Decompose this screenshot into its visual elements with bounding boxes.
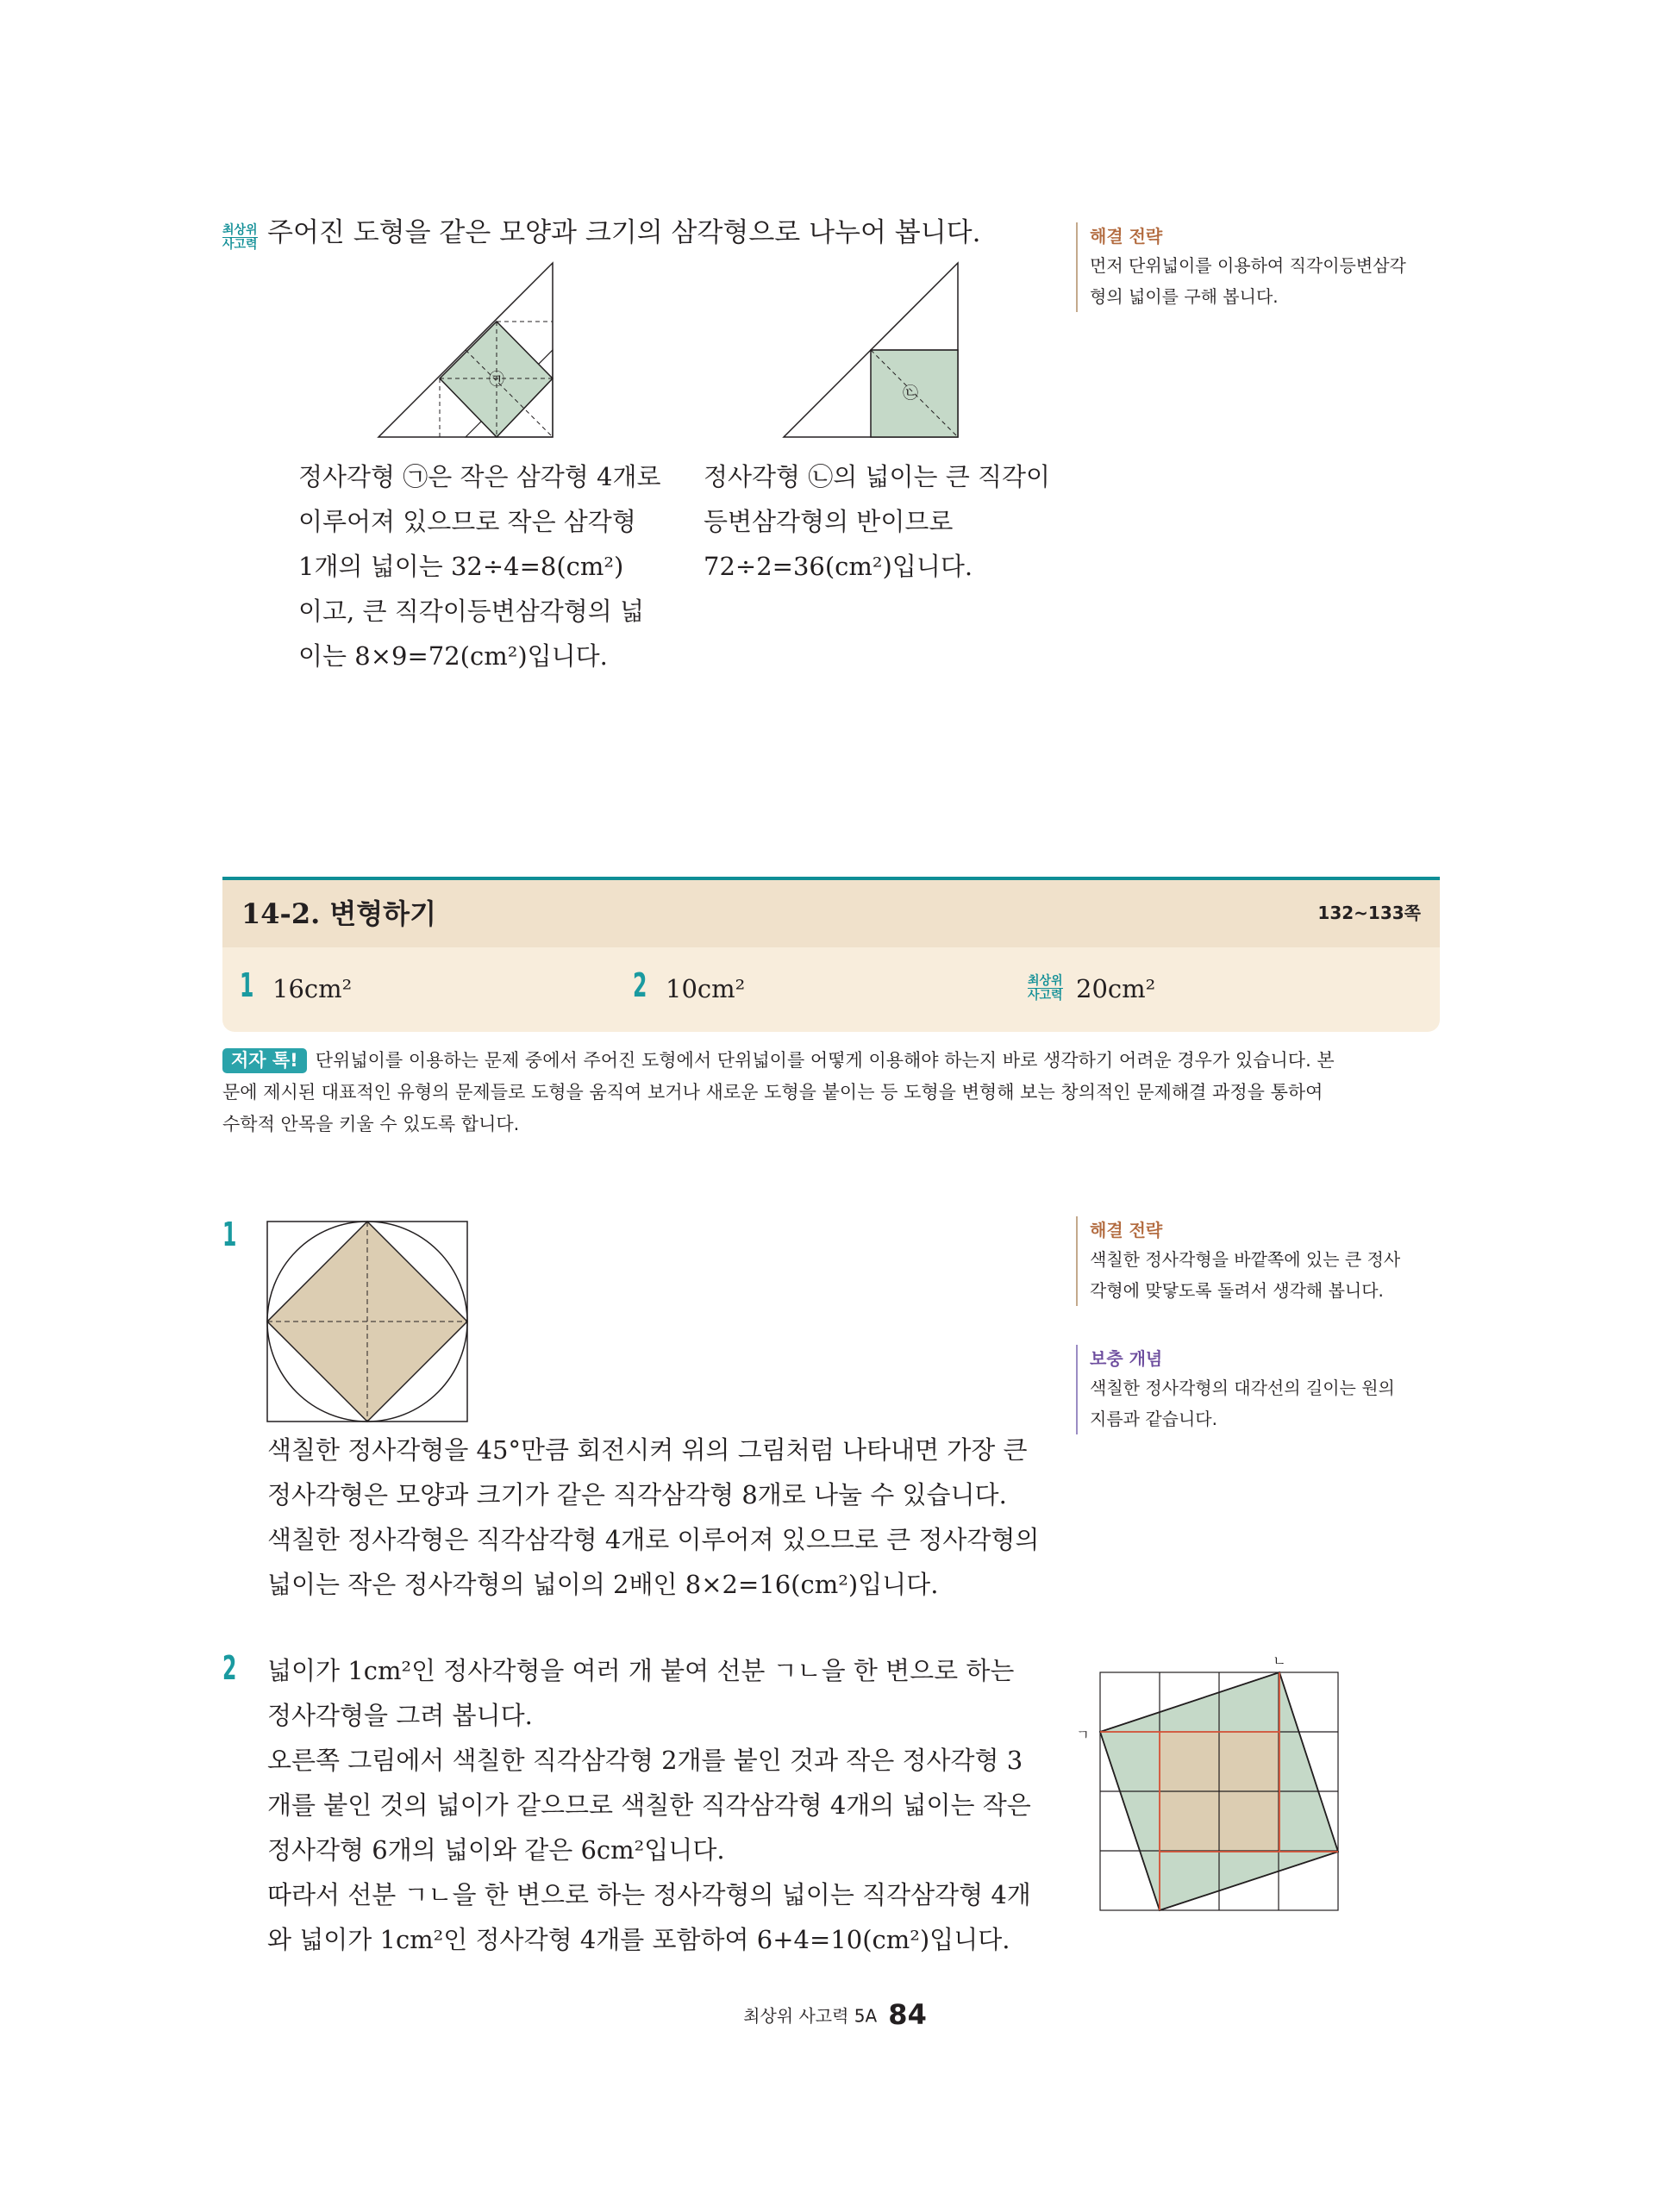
side-strategy-top: 해결 전략 먼저 단위넓이를 이용하여 직각이등변삼각 형의 넓이를 구해 봅니다. [1076, 222, 1406, 312]
figure-grid-tilted-square [1074, 1652, 1350, 1919]
figure-triangle-square-a [376, 260, 557, 441]
answer-num-2: 2 [633, 966, 647, 1004]
label-a: ㉠ [489, 371, 504, 389]
badge-answer: 최상위 사고력 [1028, 974, 1063, 1003]
answer-value-3: 20cm² [1076, 974, 1156, 1003]
label-g: ㄱ [1076, 1727, 1090, 1743]
answer-value-1: 16cm² [272, 974, 353, 1003]
intro-text: 주어진 도형을 같은 모양과 크기의 삼각형으로 나누어 봅니다. [267, 217, 981, 248]
page-number: 84 [888, 1998, 927, 2031]
section-pages: 132~133쪽 [1317, 903, 1421, 923]
footer-text: 최상위 사고력 5A [743, 2005, 878, 2027]
badge-top: 최상위 사고력 [222, 223, 258, 252]
problem2-number: 2 [222, 1649, 237, 1687]
label-n: ㄴ [1273, 1653, 1286, 1669]
figure-triangle-square-b [781, 260, 962, 441]
label-b: ㉡ [903, 384, 918, 403]
answer-num-1: 1 [240, 966, 254, 1004]
problem1-number: 1 [222, 1215, 237, 1253]
left-explanation: 정사각형 ㉠은 작은 삼각형 4개로 이루어져 있으므로 작은 삼각형 1개의 넓이는 32÷4=8(cm²) 이고, 큰 직각이등변삼각형의 넓 이는 8×9=72(cm²)입니다. [298, 462, 661, 671]
author-tip: 저자 톡! 단위넓이를 이용하는 문제 중에서 주어진 도형에서 단위넓이를 어떻게 이용해야 하는지 바로 생각하기 어려운 경우가 있습니다. 본 문에 제시된 대표적인 유형의 문제들로 도형을 움직여 보거나 새로운 도형을 붙이는 등 도형을 변형해 보는 창의적인 문제해결 과정을 통하여 수학적 안목을 키울 수 있도록 합니다. [222, 1050, 1335, 1134]
side-strategy-top-body: 먼저 단위넓이를 이용하여 직각이등변삼각 형의 넓이를 구해 봅니다. [1090, 255, 1406, 307]
answer-bar [222, 947, 1440, 1032]
problem2-explanation: 넓이가 1cm²인 정사각형을 여러 개 붙여 선분 ㄱㄴ을 한 변으로 하는 정사각형을 그려 봅니다. 오른쪽 그림에서 색칠한 직각삼각형 2개를 붙인 것과 작은 정사각형 3 개를 붙인 것의 넓이가 같으므로 색칠한 직각삼각형 4개의 넓이는 작은 정사각형 6개의 넓이와 같은 6cm²입니다. 따라서 선분 ㄱㄴ을 한 변으로 하는 정사각형의 넓이는 직각삼각형 4개 와 넓이가 1cm²인 정사각형 4개를 포함하여 6+4=10(cm²)입니다. [267, 1656, 1031, 1954]
side-concept-1: 보충 개념 색칠한 정사각형의 대각선의 길이는 원의 지름과 같습니다. [1076, 1345, 1395, 1434]
footer [0, 1998, 1670, 2031]
answer-value-2: 10cm² [666, 974, 746, 1003]
right-explanation: 정사각형 ㉡의 넓이는 큰 직각이 등변삼각형의 반이므로 72÷2=36(cm²)입니다. [704, 462, 1051, 581]
problem1-explanation: 색칠한 정사각형을 45°만큼 회전시켜 위의 그림처럼 나타내면 가장 큰 정사각형은 모양과 크기가 같은 직각삼각형 8개로 나눌 수 있습니다. 색칠한 정사각형은 직각삼각형 4개로 이루어져 있으므로 큰 정사각형의 넓이는 작은 정사각형의 넓이의 2배인 8×2=16(cm²)입니다. [267, 1435, 1040, 1599]
side-strategy-1: 해결 전략 색칠한 정사각형을 바깥쪽에 있는 큰 정사 각형에 맞닿도록 돌려서 생각해 봅니다. [1076, 1216, 1400, 1306]
section-title: 14-2. 변형하기 [241, 897, 437, 930]
tip-label: 저자 톡! [222, 1048, 307, 1073]
figure-circle-square [266, 1220, 469, 1423]
section-header [222, 880, 1440, 947]
